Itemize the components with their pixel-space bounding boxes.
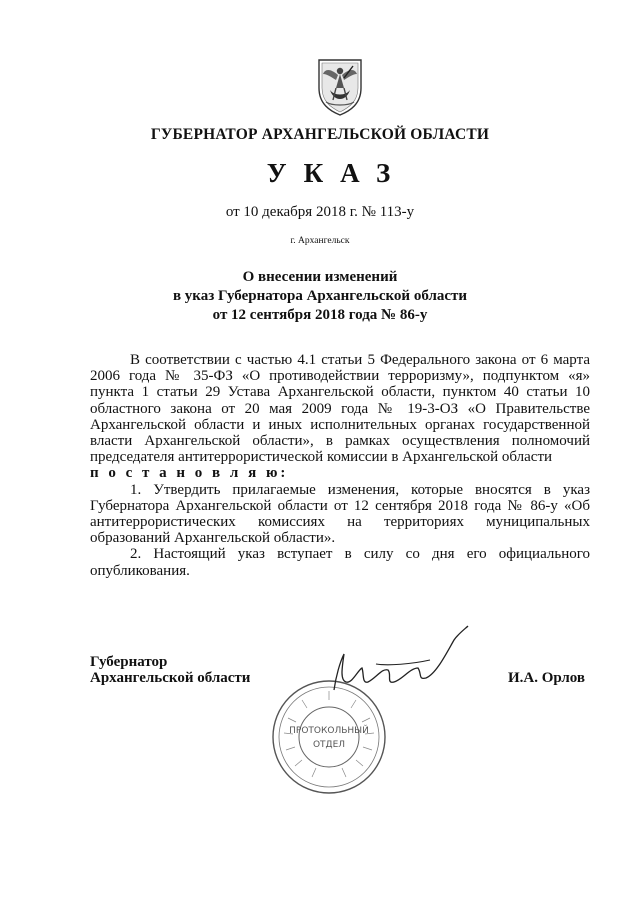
signer-position-line-1: Губернатор	[90, 654, 168, 670]
organization-title: ГУБЕРНАТОР АРХАНГЕЛЬСКОЙ ОБЛАСТИ	[150, 126, 490, 143]
signer-position	[90, 654, 250, 686]
city-name: г. Архангельск	[290, 236, 350, 246]
svg-text:ОТДЕЛ: ОТДЕЛ	[312, 740, 346, 750]
document-title	[0, 268, 640, 325]
item-1-paragraph: 1. Утвердить прилагаемые изменения, которые вносятся в указ Губернатора Архангельской области от 12 сентября 2018 года № 86-у «Об антитеррористических комиссиях на территориях муниципальных образований Архангельской области».	[90, 481, 590, 547]
preamble-paragraph: В соответствии с частью 4.1 статьи 5 Федерального закона от 6 марта 2006 года № 35-ФЗ «О противодействии терроризму», подпунктом «я» пункта 1 статьи 29 Устава Архангельской области, пунктом 40 статьи 10 областного закона от 20 мая 2009 года № 19-3-ОЗ «О Правительстве Архангельской области и иных исполнительных органах государственной власти Архангельской области», в рамках осуществления полномочий председателя антитеррористической комиссии в Архангельской области	[90, 352, 590, 466]
archangel-coat-of-arms-icon	[316, 58, 364, 116]
signer-name: И.А. Орлов	[508, 670, 586, 686]
title-line-1: О внесении изменений	[242, 269, 398, 285]
title-line-2: в указ Губернатора Архангельской области	[172, 288, 468, 304]
document-body	[90, 352, 590, 579]
svg-text:ПРОТОКОЛЬНЫЙ: ПРОТОКОЛЬНЫЙ	[289, 726, 369, 736]
document-number-date: от 10 декабря 2018 г. № 113-у	[225, 204, 415, 220]
item-2-paragraph: 2. Настоящий указ вступает в силу со дня его официального опубликования.	[90, 546, 590, 579]
document-type: УКАЗ	[266, 158, 408, 188]
title-line-3: от 12 сентября 2018 года № 86-у	[212, 307, 428, 323]
decree-word: п о с т а н о в л я ю:	[90, 465, 289, 482]
signer-position-line-2: Архангельской области	[90, 670, 251, 686]
handwritten-signature-icon	[326, 624, 471, 696]
